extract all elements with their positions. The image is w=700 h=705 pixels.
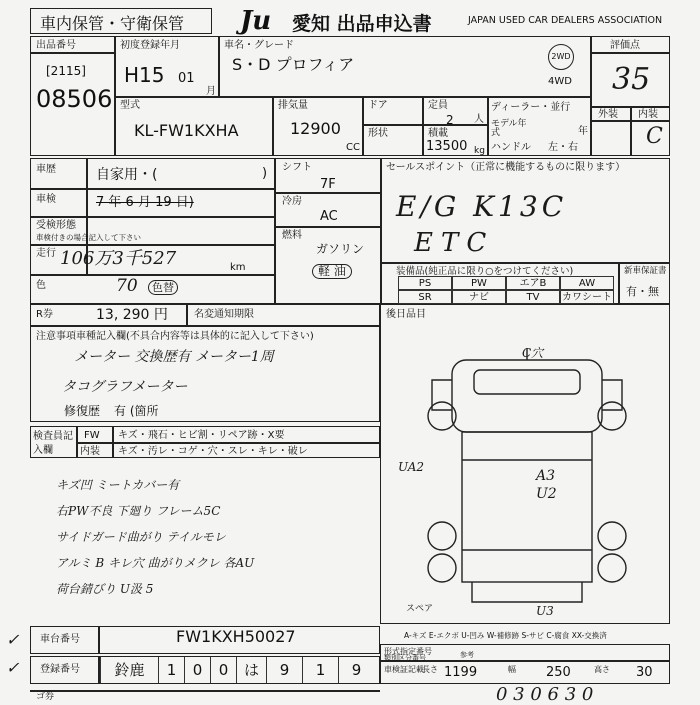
inspector-fw-items: キズ・飛石・ヒビ割・リペア跡・X要: [118, 430, 285, 441]
equipment-item: カワシート: [562, 292, 612, 303]
inspector-fw: FW: [84, 430, 100, 441]
model-year-unit: 年: [578, 126, 588, 137]
length-value: 1199: [444, 665, 478, 680]
form-title-en: JAPAN USED CAR DEALERS ASSOCIATION: [468, 15, 663, 26]
mileage-value: 106万3千527: [60, 248, 177, 269]
diagram-label-u3: U3: [536, 604, 554, 618]
inspector-line-4: アルミ B キレ穴 曲がりメクレ 各AU: [56, 556, 255, 570]
checkmark-1: ✓: [6, 630, 20, 649]
chassis-label: 車台番号: [40, 634, 80, 645]
load-label: 積載: [428, 128, 448, 139]
plate-cell: 鈴鹿: [100, 657, 158, 683]
inspector-int-items: キズ・汚レ・コゲ・穴・スレ・キレ・破レ: [118, 446, 308, 457]
chassis-value: FW1KXH50027: [176, 627, 296, 646]
category-label: 類別区分番号: [384, 654, 426, 662]
plate-cell: 1: [158, 657, 184, 683]
diagram-legend: A-キズ E-エクボ U-凹み W-補修跡 S-サビ C-腐食 XX-交換済: [404, 631, 607, 640]
inspector-label: 検査員記入欄: [33, 431, 73, 456]
width-label: 幅: [508, 665, 516, 674]
grade-label: 評価点: [610, 40, 640, 51]
exterior-label: 外装: [598, 109, 618, 120]
inspector-line-1: キズ凹 ミートカバー有: [56, 478, 180, 492]
new-car-value: 有・無: [626, 285, 659, 298]
footer-left: ゴ券: [36, 692, 55, 702]
diagram-label-ua2: UA2: [398, 460, 425, 474]
storage-notice: 車内保管・守衛保管: [40, 14, 185, 33]
selling-points-label: セールスポイント（正常に機能するものに限ります）: [386, 162, 626, 173]
lot-label: 出品番号: [36, 40, 76, 51]
load: 13500: [426, 139, 468, 154]
diagram-label-c: C穴: [522, 346, 544, 360]
shift-label: シフト: [282, 162, 312, 173]
notes-line-2: タコグラフメーター: [62, 379, 188, 395]
plate-cell: は: [236, 657, 266, 683]
interior-grade: C: [646, 124, 663, 149]
cooling-value: AC: [320, 209, 338, 224]
width-value: 250: [546, 665, 571, 680]
registration-era-year: H15: [124, 63, 165, 87]
lot-sub: [2115]: [46, 64, 86, 78]
height-value: 30: [636, 665, 653, 680]
reg-label: 車検証記載: [384, 665, 424, 674]
repair-value: 有 (箇所: [114, 404, 159, 418]
height-label: 高さ: [594, 665, 610, 674]
drive-2wd: 2WD: [548, 44, 574, 70]
model-label: 型式: [120, 100, 140, 111]
notes-line-1: メーター 交換歴有 メーター1周: [74, 349, 274, 365]
doors-label: ドア: [368, 100, 388, 111]
accept-label: 受検形態: [36, 220, 76, 231]
plate-cell: 0: [210, 657, 236, 683]
plate-cell: 9: [266, 657, 302, 683]
diagram-label-a3: A3: [536, 468, 556, 484]
mileage-label: 走行: [36, 248, 56, 259]
plate-cells: [100, 657, 378, 683]
equipment-grid: [398, 276, 616, 304]
inspection-value: 7 年 6 月 19 日): [96, 195, 194, 210]
displacement-label: 排気量: [278, 100, 308, 111]
registration-month-unit: 月: [206, 86, 216, 97]
shape-label: 形状: [368, 128, 388, 139]
plate-cell: 0: [184, 657, 210, 683]
equipment-item: PS: [398, 276, 452, 290]
car-name-label: 車名・グレード: [224, 40, 294, 51]
checkmark-2: ✓: [6, 658, 20, 677]
inspector-int: 内装: [80, 446, 100, 457]
load-unit: kg: [474, 146, 485, 156]
ju-logo: Ju: [240, 6, 272, 36]
equipment-item: SR: [398, 290, 452, 304]
color-label: 色: [36, 280, 46, 291]
color-change: 色替: [148, 280, 178, 295]
shift-value: 7F: [320, 177, 336, 192]
inspector-line-2: 右PW不良 下廻り フレーム5C: [56, 504, 221, 518]
diagram-label-spare: スペア: [406, 604, 434, 614]
grade-score: 35: [612, 62, 651, 97]
handle-label: ハンドル: [491, 142, 531, 153]
plate-cell: 9: [338, 657, 374, 683]
notes-label: 注意事項車種記入欄(不具合内容等は具体的に記入して下さい): [36, 331, 314, 342]
interior-label: 内装: [638, 109, 658, 120]
repair-label: 修復歴: [64, 404, 101, 418]
diagram-label-u2: U2: [536, 486, 557, 502]
selling-point-1: E/G K13C: [396, 190, 568, 223]
footer-code: 0 3 0 6 3 0: [496, 684, 594, 705]
designation-label: 形式指定番号: [384, 647, 432, 656]
mileage-unit: km: [230, 262, 246, 273]
registration-month: 01: [178, 71, 195, 86]
handle-value: 左・右: [548, 142, 578, 153]
capacity-label: 定員: [428, 100, 448, 111]
ref-label-1: 参考: [460, 651, 474, 659]
drive-4wd: 4WD: [548, 76, 572, 87]
equipment-item: TV: [506, 290, 560, 304]
new-car-label: 新車保証書: [624, 266, 667, 276]
plate-label: 登録番号: [40, 664, 80, 675]
model-year-label: モデル年式: [491, 119, 527, 138]
fuel-diesel: 軽 油: [312, 264, 352, 279]
post-install-label: 後日品目: [386, 309, 426, 320]
recycle-value: 13, 290 円: [96, 307, 168, 323]
equipment-item: PW: [452, 276, 506, 290]
dealer-label: ディーラー・並行: [491, 102, 571, 113]
fuel-label: 燃料: [282, 230, 302, 241]
equipment-label: 装備品(純正品に限り○をつけてください): [396, 266, 574, 277]
recycle-label: R券: [36, 309, 53, 320]
color-value: 70: [116, 276, 138, 296]
model-code: KL-FW1KXHA: [134, 121, 239, 140]
inspection-label: 車検: [36, 194, 56, 205]
inspector-line-3: サイドガード曲がり テイルモレ: [56, 530, 226, 544]
capacity: 2: [446, 113, 454, 127]
displacement: 12900: [290, 119, 341, 138]
plate-cell: 1: [302, 657, 338, 683]
accept-sub: 車検付きの場合記入して下さい: [36, 233, 141, 242]
lot-number: 08506: [36, 85, 113, 113]
equipment-item: ナビ: [452, 290, 506, 304]
capacity-unit: 人: [474, 114, 484, 125]
fuel-value: ガソリン: [316, 242, 365, 256]
car-diagram: [392, 340, 666, 620]
registration-label: 初度登録年月: [120, 40, 180, 51]
equipment-item: AW: [560, 276, 614, 290]
form-title: 愛知 出品申込書: [292, 13, 432, 35]
selling-point-2: ETC: [414, 228, 495, 258]
equipment-item: エアB: [506, 276, 560, 290]
history-end: ): [262, 166, 268, 181]
inspector-line-5: 荷台錆びり U汲 5: [56, 582, 154, 596]
history-label: 車歴: [36, 164, 56, 175]
displacement-unit: CC: [346, 142, 360, 153]
history-value: 自家用・(: [96, 167, 158, 183]
cooling-label: 冷房: [282, 196, 302, 207]
length-label: 長さ: [422, 665, 438, 674]
notice-label: 名変通知期限: [194, 309, 254, 320]
car-name: S・D プロフィア: [232, 55, 355, 74]
